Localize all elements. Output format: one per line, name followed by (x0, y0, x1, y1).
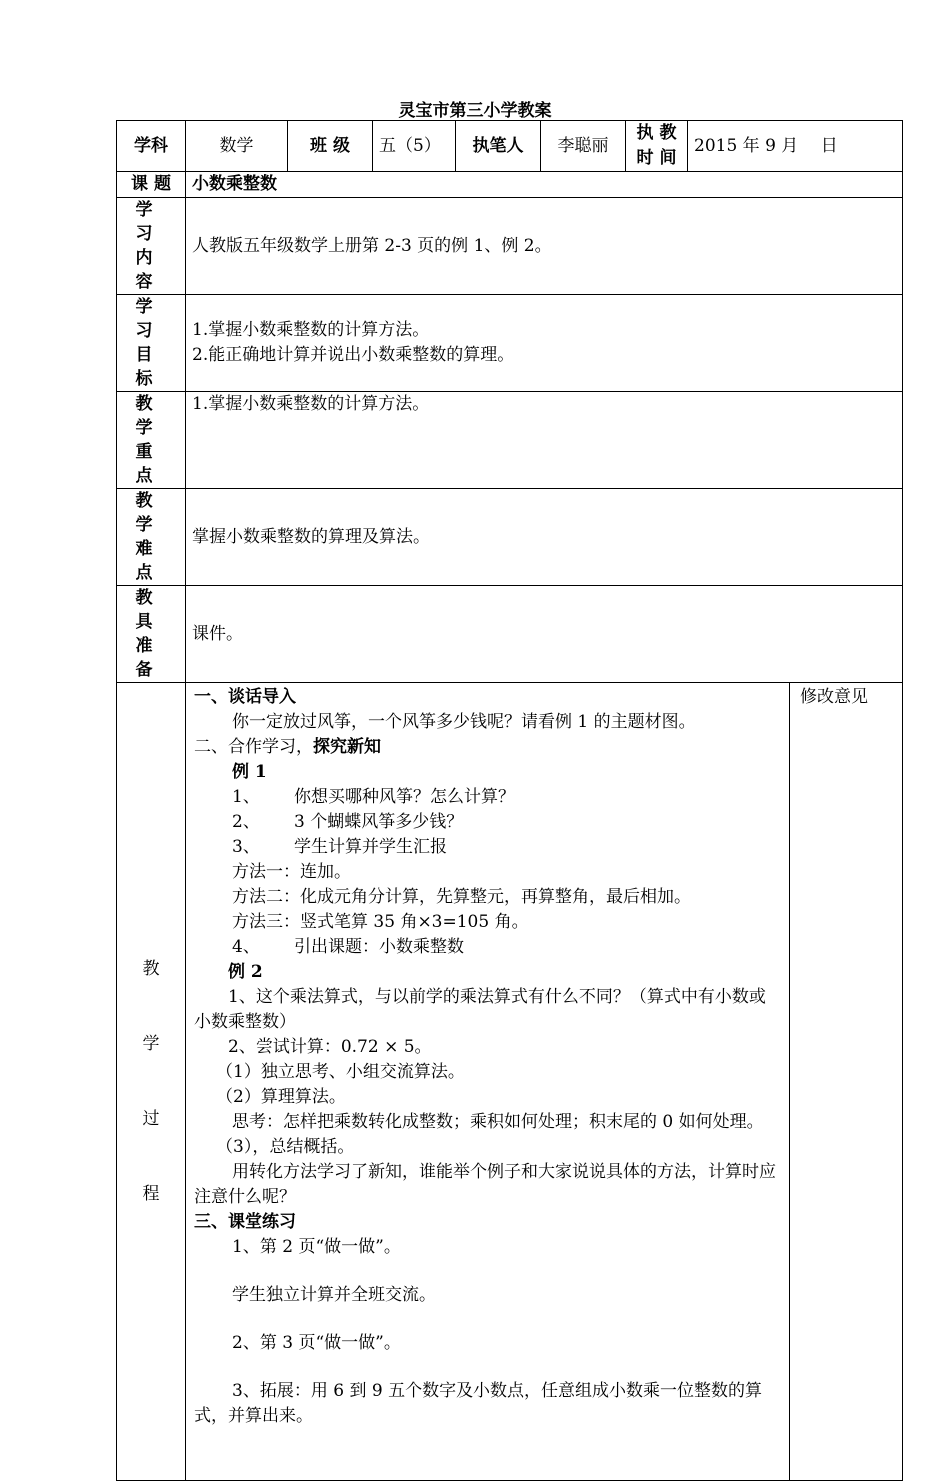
item-text: 引出课题：小数乘整数 (294, 937, 464, 957)
time-label-line-2: 时 间 (636, 148, 677, 168)
exercise-1: 1、第 2 页“做一做”。 (232, 1237, 401, 1257)
time-label-line-1: 执 教 (636, 123, 677, 143)
example-1-item (194, 785, 781, 810)
content-label-line-2: 内 容 (135, 248, 167, 292)
item-number: 2、 (232, 812, 260, 832)
difficulty-value: 掌握小数乘整数的算理及算法。 (186, 489, 903, 586)
lesson-plan-table (116, 120, 903, 1481)
example-2-sub-2: （2）算理算法。 (216, 1087, 346, 1107)
goal-label (117, 295, 186, 392)
section-3-title: 三、课堂练习 (194, 1212, 296, 1232)
key-points-label (117, 392, 186, 489)
difficulty-label (117, 489, 186, 586)
header-row (117, 121, 903, 172)
item-number: 1、 (232, 787, 260, 807)
content-row (117, 198, 903, 295)
section-1-text: 你一定放过风筝，一个风筝多少钱呢？请看例 1 的主题材图。 (232, 712, 696, 732)
goal-line-2: 2.能正确地计算并说出小数乘整数的算理。 (192, 345, 515, 365)
item-number: 3、 (232, 837, 260, 857)
exercise-3: 3、拓展：用 6 到 9 五个数字及小数点，任意组成小数乘一位整数的算式，并算出来。 (194, 1381, 763, 1426)
difficulty-row (117, 489, 903, 586)
example-2-question-2: 2、尝试计算：0.72 × 5。 (228, 1037, 432, 1057)
subject-label: 学科 (117, 121, 186, 172)
author-value: 李聪丽 (541, 121, 626, 172)
section-1-title: 一、谈话导入 (194, 687, 296, 707)
process-label-char: 学 (142, 1033, 160, 1054)
key-label-line-2: 重 点 (135, 442, 167, 486)
prep-label (117, 586, 186, 683)
prep-value: 课件。 (186, 586, 903, 683)
example-2-question-1: 1、这个乘法算式，与以前学的乘法算式有什么不同？（算式中有小数或小数乘整数） (194, 987, 766, 1032)
process-label-char: 教 (142, 958, 160, 979)
topic-row (117, 172, 903, 198)
item-text: 学生计算并学生汇报 (294, 837, 447, 857)
example-2-sub-3: （3），总结概括。 (216, 1137, 355, 1157)
key-points-value: 1.掌握小数乘整数的计算方法。 (186, 392, 903, 489)
author-label: 执笔人 (456, 121, 541, 172)
difficulty-label-line-2: 难 点 (135, 539, 167, 583)
topic-label: 课 题 (117, 172, 186, 198)
content-value: 人教版五年级数学上册第 2-3 页的例 1、例 2。 (186, 198, 903, 295)
document-title: 灵宝市第三小学教案 (398, 101, 552, 121)
section-2-title-a: 二、合作学习， (194, 737, 313, 757)
prep-label-line-1: 教 具 (135, 588, 167, 632)
prep-row (117, 586, 903, 683)
process-label-char: 程 (142, 1183, 160, 1204)
goal-value (186, 295, 903, 392)
time-value: 2015 年 9 月 日 (688, 121, 903, 172)
topic-value: 小数乘整数 (186, 172, 903, 198)
method-1: 方法一：连加。 (232, 862, 351, 882)
process-row (117, 683, 903, 1481)
content-label (117, 198, 186, 295)
content-label-line-1: 学 习 (135, 200, 167, 244)
class-value: 五（5） (373, 121, 456, 172)
method-3: 方法三：竖式笔算 35 角×3=105 角。 (232, 912, 529, 932)
revision-notes: 修改意见 (790, 683, 903, 1481)
process-label (117, 683, 186, 1481)
subject-value: 数学 (186, 121, 288, 172)
example-1-title: 例 1 (232, 762, 267, 782)
section-2-title (194, 735, 781, 760)
key-label-line-1: 教 学 (135, 394, 167, 438)
goal-line-1: 1.掌握小数乘整数的计算方法。 (192, 320, 430, 340)
method-2: 方法二：化成元角分计算，先算整元，再算整角，最后相加。 (232, 887, 691, 907)
item-text: 你想买哪种风筝？怎么计算？ (294, 787, 515, 807)
process-content (186, 683, 790, 1481)
difficulty-label-line-1: 教 学 (135, 491, 167, 535)
item-text: 3 个蝴蝶风筝多少钱？ (294, 812, 464, 832)
think-text: 思考：怎样把乘数转化成整数；乘积如何处理；积末尾的 0 如何处理。 (232, 1112, 764, 1132)
prep-label-line-2: 准 备 (135, 636, 167, 680)
item-number: 4、 (232, 937, 260, 957)
time-label (626, 121, 688, 172)
summary-text: 用转化方法学习了新知，谁能举个例子和大家说说具体的方法，计算时应注意什么呢？ (194, 1162, 776, 1207)
process-label-char: 过 (142, 1108, 160, 1129)
example-1-item (194, 935, 781, 960)
goal-row (117, 295, 903, 392)
example-1-item (194, 835, 781, 860)
example-2-title: 例 2 (228, 962, 263, 982)
goal-label-line-1: 学 习 (135, 297, 167, 341)
class-label: 班 级 (288, 121, 373, 172)
goal-label-line-2: 目 标 (135, 345, 167, 389)
key-points-row (117, 392, 903, 489)
section-2-title-b: 探究新知 (313, 737, 381, 757)
exercise-2: 2、第 3 页“做一做”。 (232, 1333, 401, 1353)
exercise-1-note: 学生独立计算并全班交流。 (232, 1285, 436, 1305)
example-1-item (194, 810, 781, 835)
example-2-sub-1: （1）独立思考、小组交流算法。 (216, 1062, 465, 1082)
